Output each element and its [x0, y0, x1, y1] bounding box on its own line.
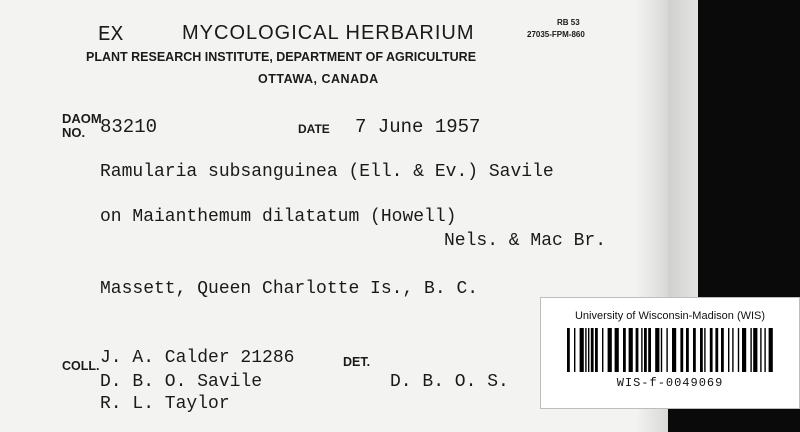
barcode-id: WIS-f-0049069 — [616, 376, 724, 390]
barcode-bar — [641, 328, 642, 372]
barcode-bar — [715, 328, 718, 372]
barcode-bar — [623, 328, 626, 372]
barcode-bar — [655, 328, 659, 372]
barcode-card — [540, 297, 800, 409]
herbarium-title: MYCOLOGICAL HERBARIUM — [182, 22, 475, 44]
barcode-bar — [738, 328, 739, 372]
barcode-bar — [567, 328, 570, 372]
barcode-bar — [693, 328, 696, 372]
barcode-bar — [728, 328, 729, 372]
barcode-bar — [648, 328, 651, 372]
no-label-text: NO. — [62, 125, 86, 140]
determiner: D. B. O. S. — [390, 372, 509, 392]
host-line-1: on Maianthemum dilatatum (Howell) — [100, 207, 457, 227]
barcode-bar — [661, 328, 662, 372]
coll-label: COLL. — [62, 359, 100, 373]
barcode-bar — [591, 328, 594, 372]
locality: Massett, Queen Charlotte Is., B. C. — [100, 279, 479, 299]
barcode-bar — [629, 328, 633, 372]
collector-2: D. B. O. Savile — [100, 372, 263, 392]
barcode-bar — [666, 328, 667, 372]
daom-label — [62, 113, 102, 138]
barcode-bar — [680, 328, 683, 372]
barcode-bar — [760, 328, 761, 372]
daom-number: 83210 — [100, 116, 158, 138]
collection-date: 7 June 1957 — [355, 116, 481, 138]
host-line-2: Nels. & Mac Br. — [444, 231, 607, 251]
barcode-bar — [753, 328, 757, 372]
barcode-bar — [585, 328, 586, 372]
barcode-bar — [764, 328, 765, 372]
barcode-bar — [686, 328, 689, 372]
barcode-icon — [567, 328, 775, 372]
barcode-bar — [615, 328, 619, 372]
form-code: 27035-FPM-860 — [527, 30, 585, 39]
prefix-stamp: EX — [98, 24, 124, 47]
collector-1: J. A. Calder 21286 — [100, 348, 295, 368]
institute-name: PLANT RESEARCH INSTITUTE, DEPARTMENT OF AGRICULTURE — [86, 50, 477, 64]
barcode-bar — [580, 328, 584, 372]
daom-label-text: DAOM — [62, 111, 102, 126]
barcode-bar — [636, 328, 639, 372]
sheet-edge — [668, 0, 698, 300]
barcode-bar — [721, 328, 724, 372]
taxon-name: Ramularia subsanguinea (Ell. & Ev.) Savile — [100, 162, 554, 182]
barcode-bar — [769, 328, 773, 372]
barcode-bar — [700, 328, 703, 372]
institute-city: OTTAWA, CANADA — [258, 72, 379, 86]
barcode-bar — [732, 328, 733, 372]
barcode-bar — [710, 328, 713, 372]
barcode-bar — [588, 328, 589, 372]
barcode-bar — [574, 328, 575, 372]
collector-3: R. L. Taylor — [100, 394, 230, 414]
form-number: RB 53 — [557, 18, 580, 27]
barcode-bar — [704, 328, 705, 372]
barcode-bar — [672, 328, 676, 372]
det-label: DET. — [343, 355, 371, 369]
barcode-bar — [750, 328, 751, 372]
barcode-bar — [608, 328, 612, 372]
barcode-bar — [595, 328, 598, 372]
barcode-bar — [742, 328, 746, 372]
barcode-bar — [602, 328, 603, 372]
barcode-bar — [644, 328, 647, 372]
date-label: DATE — [298, 122, 330, 136]
barcode-institution: University of Wisconsin-Madison (WIS) — [574, 310, 766, 322]
